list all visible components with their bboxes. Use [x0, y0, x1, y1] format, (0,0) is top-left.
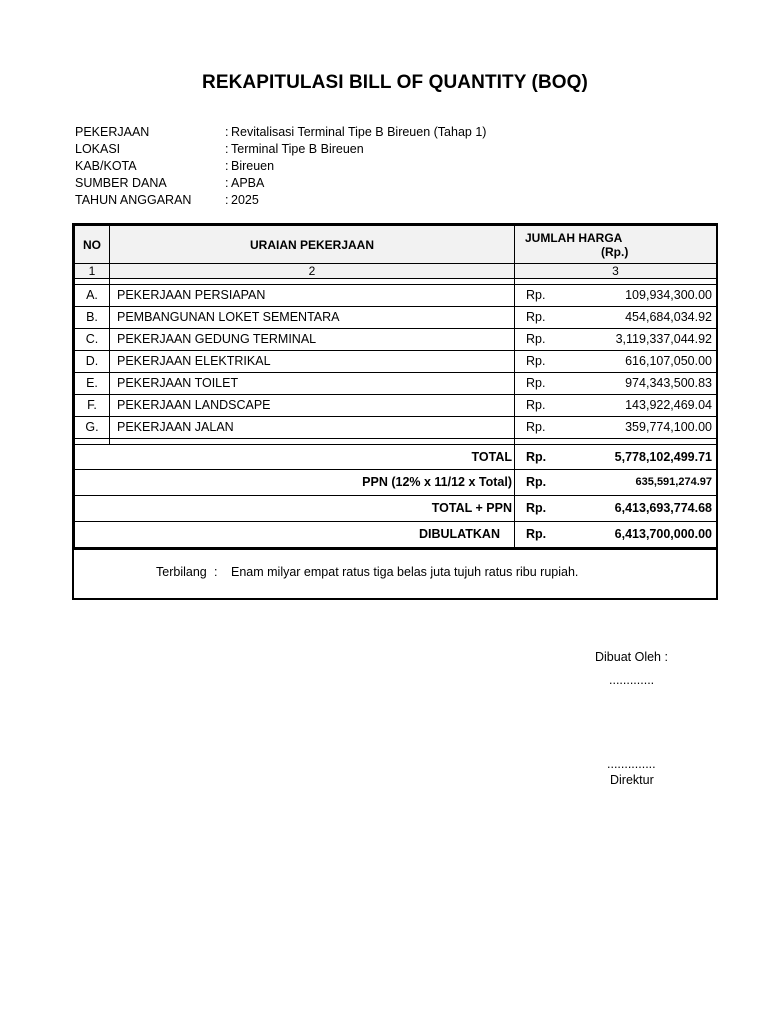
item-description: PEMBANGUNAN LOKET SEMENTARA	[110, 307, 515, 329]
item-no: C.	[75, 329, 110, 351]
info-colon: :	[225, 176, 229, 190]
currency-label: Rp.	[526, 398, 546, 412]
info-value: Bireuen	[231, 159, 275, 173]
rounded-price	[515, 522, 717, 548]
item-amount: 3,119,337,044.92	[615, 332, 712, 346]
signature-dots-top: .............	[609, 673, 655, 687]
total-ppn-amount: 6,413,693,774.68	[614, 501, 712, 515]
column-number: 1	[75, 264, 110, 279]
header-price-line1: JUMLAH HARGA	[525, 230, 623, 245]
table-row	[75, 307, 717, 329]
item-price	[515, 285, 717, 307]
currency-label: Rp.	[526, 420, 546, 434]
item-price	[515, 351, 717, 373]
info-row-tahun-anggaran	[75, 192, 486, 209]
item-description: PEKERJAAN PERSIAPAN	[110, 285, 515, 307]
header-price	[515, 226, 717, 264]
terbilang-section	[74, 548, 716, 596]
item-description: PEKERJAAN TOILET	[110, 373, 515, 395]
info-colon: :	[225, 193, 229, 207]
table-row	[75, 285, 717, 307]
info-value: Terminal Tipe B Bireuen	[231, 142, 364, 156]
rounded-label: DIBULATKAN	[75, 522, 515, 548]
currency-label: Rp.	[526, 288, 546, 302]
column-number-row	[75, 264, 717, 279]
rounded-amount: 6,413,700,000.00	[614, 527, 712, 541]
document-title: REKAPITULASI BILL OF QUANTITY (BOQ)	[202, 72, 588, 93]
total-price	[515, 445, 717, 470]
item-description: PEKERJAAN LANDSCAPE	[110, 395, 515, 417]
info-row-pekerjaan	[75, 124, 486, 141]
info-label: LOKASI	[75, 142, 121, 156]
currency-label: Rp.	[526, 354, 546, 368]
info-label: KAB/KOTA	[75, 159, 137, 173]
terbilang-colon: :	[214, 565, 218, 579]
item-description: PEKERJAAN JALAN	[110, 417, 515, 439]
header-no: NO	[75, 226, 110, 264]
table-row	[75, 351, 717, 373]
item-price	[515, 329, 717, 351]
item-amount: 109,934,300.00	[625, 288, 712, 302]
info-row-lokasi	[75, 141, 486, 158]
total-amount: 5,778,102,499.71	[614, 450, 712, 464]
item-price	[515, 373, 717, 395]
ppn-amount: 635,591,274.97	[635, 476, 712, 488]
total-label: TOTAL	[75, 445, 515, 470]
info-label: SUMBER DANA	[75, 176, 167, 190]
currency-label: Rp.	[526, 527, 547, 541]
table-row	[75, 395, 717, 417]
terbilang-label: Terbilang	[156, 565, 207, 579]
header-description: URAIAN PEKERJAAN	[110, 226, 515, 264]
made-by-label: Dibuat Oleh :	[595, 650, 668, 664]
info-colon: :	[225, 159, 229, 173]
info-label: PEKERJAAN	[75, 125, 150, 139]
info-value: APBA	[231, 176, 265, 190]
total-ppn-price	[515, 496, 717, 522]
terbilang-line	[74, 550, 716, 594]
total-ppn-row	[75, 496, 717, 522]
boq-table	[74, 225, 717, 548]
table-header-row	[75, 226, 717, 264]
rounded-row	[75, 522, 717, 548]
currency-label: Rp.	[526, 475, 547, 489]
ppn-row	[75, 470, 717, 496]
currency-label: Rp.	[526, 450, 547, 464]
column-number: 3	[515, 264, 717, 279]
item-no: E.	[75, 373, 110, 395]
item-price	[515, 307, 717, 329]
item-no: F.	[75, 395, 110, 417]
info-colon: :	[225, 125, 229, 139]
boq-table-frame	[72, 223, 718, 600]
header-price-line2: (Rp.)	[601, 244, 629, 259]
column-number: 2	[110, 264, 515, 279]
item-no: G.	[75, 417, 110, 439]
signature-dots-bottom: ..............	[607, 757, 656, 771]
item-price	[515, 395, 717, 417]
currency-label: Rp.	[526, 310, 546, 324]
item-description: PEKERJAAN GEDUNG TERMINAL	[110, 329, 515, 351]
item-no: B.	[75, 307, 110, 329]
currency-label: Rp.	[526, 376, 546, 390]
table-row	[75, 329, 717, 351]
item-description: PEKERJAAN ELEKTRIKAL	[110, 351, 515, 373]
item-amount: 143,922,469.04	[625, 398, 712, 412]
info-value: Revitalisasi Terminal Tipe B Bireuen (Tahap 1)	[231, 125, 487, 139]
info-row-sumber-dana	[75, 175, 486, 192]
item-amount: 616,107,050.00	[625, 354, 712, 368]
total-ppn-label: TOTAL + PPN	[75, 496, 515, 522]
ppn-price	[515, 470, 717, 496]
currency-label: Rp.	[526, 501, 547, 515]
item-amount: 974,343,500.83	[625, 376, 712, 390]
ppn-label: PPN (12% x 11/12 x Total)	[75, 470, 515, 496]
table-row	[75, 373, 717, 395]
info-label: TAHUN ANGGARAN	[75, 193, 192, 207]
item-price	[515, 417, 717, 439]
info-colon: :	[225, 142, 229, 156]
info-value: 2025	[231, 193, 259, 207]
item-amount: 359,774,100.00	[625, 420, 712, 434]
terbilang-text: Enam milyar empat ratus tiga belas juta tujuh ratus ribu rupiah.	[231, 565, 579, 579]
item-amount: 454,684,034.92	[625, 310, 712, 324]
table-row	[75, 417, 717, 439]
total-row	[75, 445, 717, 470]
currency-label: Rp.	[526, 332, 546, 346]
info-row-kab-kota	[75, 158, 486, 175]
signatory-role: Direktur	[610, 773, 654, 787]
project-info	[75, 124, 486, 209]
item-no: D.	[75, 351, 110, 373]
item-no: A.	[75, 285, 110, 307]
